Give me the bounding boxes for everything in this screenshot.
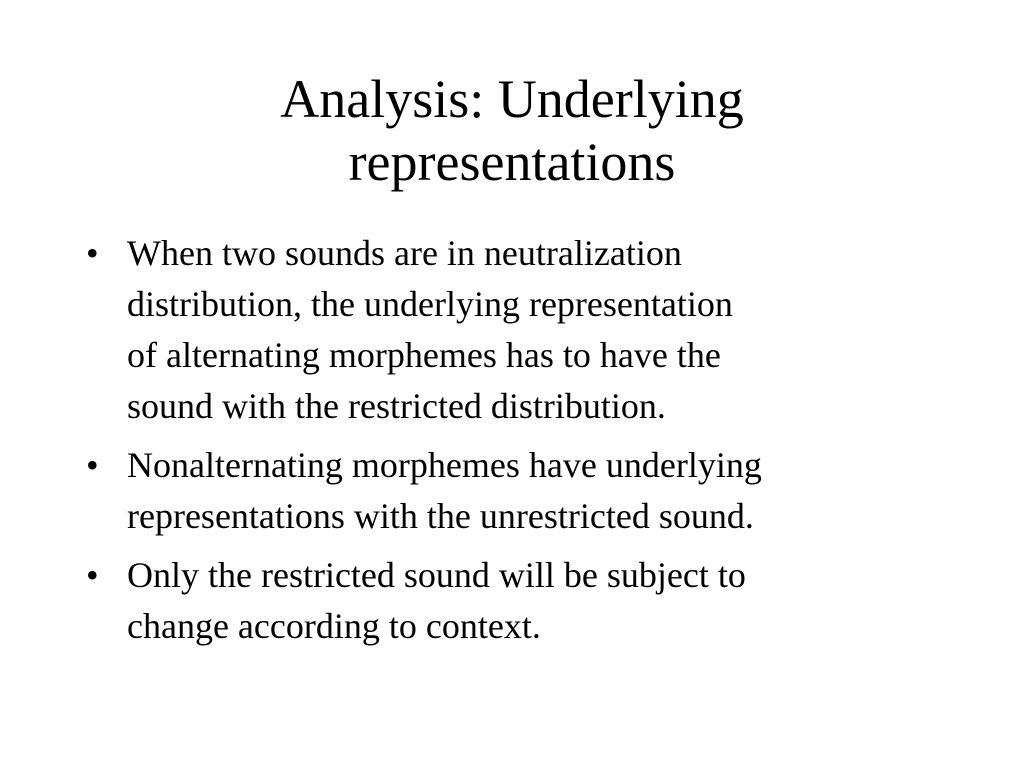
bullet-item: [0, 228, 1024, 432]
bullet-line: change according to context.: [127, 606, 541, 646]
slide-title-line: Analysis: Underlying: [280, 69, 744, 129]
bullet-list: [0, 228, 1024, 660]
bullet-item: [0, 550, 1024, 652]
bullet-line: Nonalternating morphemes have underlying: [127, 445, 762, 485]
bullet-marker: •: [86, 233, 99, 273]
bullet-line: When two sounds are in neutralization: [127, 233, 682, 273]
slide-title: [90, 68, 934, 194]
bullet-marker: •: [86, 445, 99, 485]
bullet-text: [127, 228, 1024, 432]
bullet-text: [127, 550, 1024, 652]
bullet-text: [127, 440, 1024, 542]
bullet-line: distribution, the underlying representation: [127, 284, 733, 324]
bullet-line: of alternating morphemes has to have the: [127, 335, 721, 375]
bullet-line: sound with the restricted distribution.: [127, 386, 666, 426]
bullet-line: representations with the unrestricted sound.: [127, 496, 754, 536]
bullet-line: Only the restricted sound will be subject to: [127, 555, 746, 595]
bullet-item: [0, 440, 1024, 542]
slide-title-line: representations: [348, 132, 676, 192]
bullet-marker: •: [86, 555, 99, 595]
